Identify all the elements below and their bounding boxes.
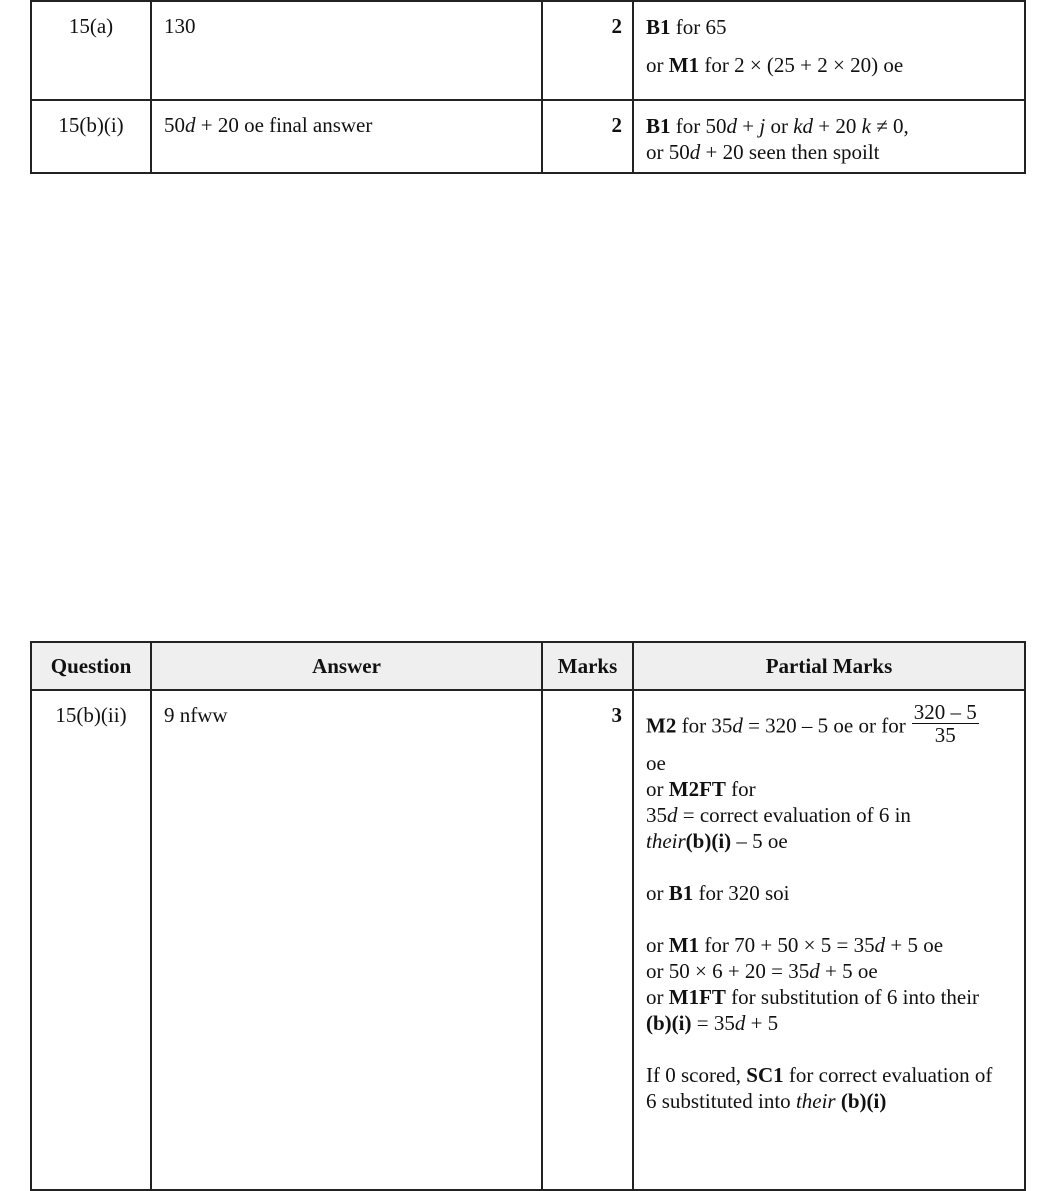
marking-table-top <box>30 0 1026 174</box>
header-marks: Marks <box>542 642 633 690</box>
answer-cell: 9 nfww <box>151 690 542 1190</box>
marks-cell: 2 <box>542 100 633 173</box>
header-answer: Answer <box>151 642 542 690</box>
answer-cell: 130 <box>151 1 542 100</box>
table-row <box>31 100 1025 173</box>
table-row <box>31 690 1025 1190</box>
partial-marks-cell: M2 for 35d = 320 – 5 oe or for $\frac{320 - 5}{35}$ oe or M2FT for 35d = correct evaluation of 6 in their(b)(i) – 5 oe or B1 for 320 soi or M1 for 70 + 50 × 5 = 35d + 5 oe or 50 × 6 + 20 = 35d + 5 oe or M1FT for substitution of 6 into their (b)(i) = 35d + 5 If 0 scored, SC1 for correct evaluation of 6 substituted into their (b)(i) <box>633 690 1025 1190</box>
table-row <box>31 1 1025 100</box>
header-row <box>31 642 1025 690</box>
fraction: $\frac{320 - 5}{35}$ <box>913 700 977 747</box>
question-cell: 15(b)(ii) <box>31 690 151 1190</box>
header-question: Question <box>31 642 151 690</box>
answer-cell: 50d + 20 oe final answer <box>151 100 542 173</box>
question-cell: 15(b)(i) <box>31 100 151 173</box>
partial-marks-cell: B1 for 65 or M1 for 2 × (25 + 2 × 20) oe <box>633 1 1025 100</box>
marks-cell: 2 <box>542 1 633 100</box>
partial-marks-cell: B1 for 50d + j or kd + 20 k ≠ 0, or 50d + 20 seen then spoilt <box>633 100 1025 173</box>
marks-cell: 3 <box>542 690 633 1190</box>
header-partial-marks: Partial Marks <box>633 642 1025 690</box>
marking-table-bottom <box>30 641 1026 1191</box>
question-cell: 15(a) <box>31 1 151 100</box>
